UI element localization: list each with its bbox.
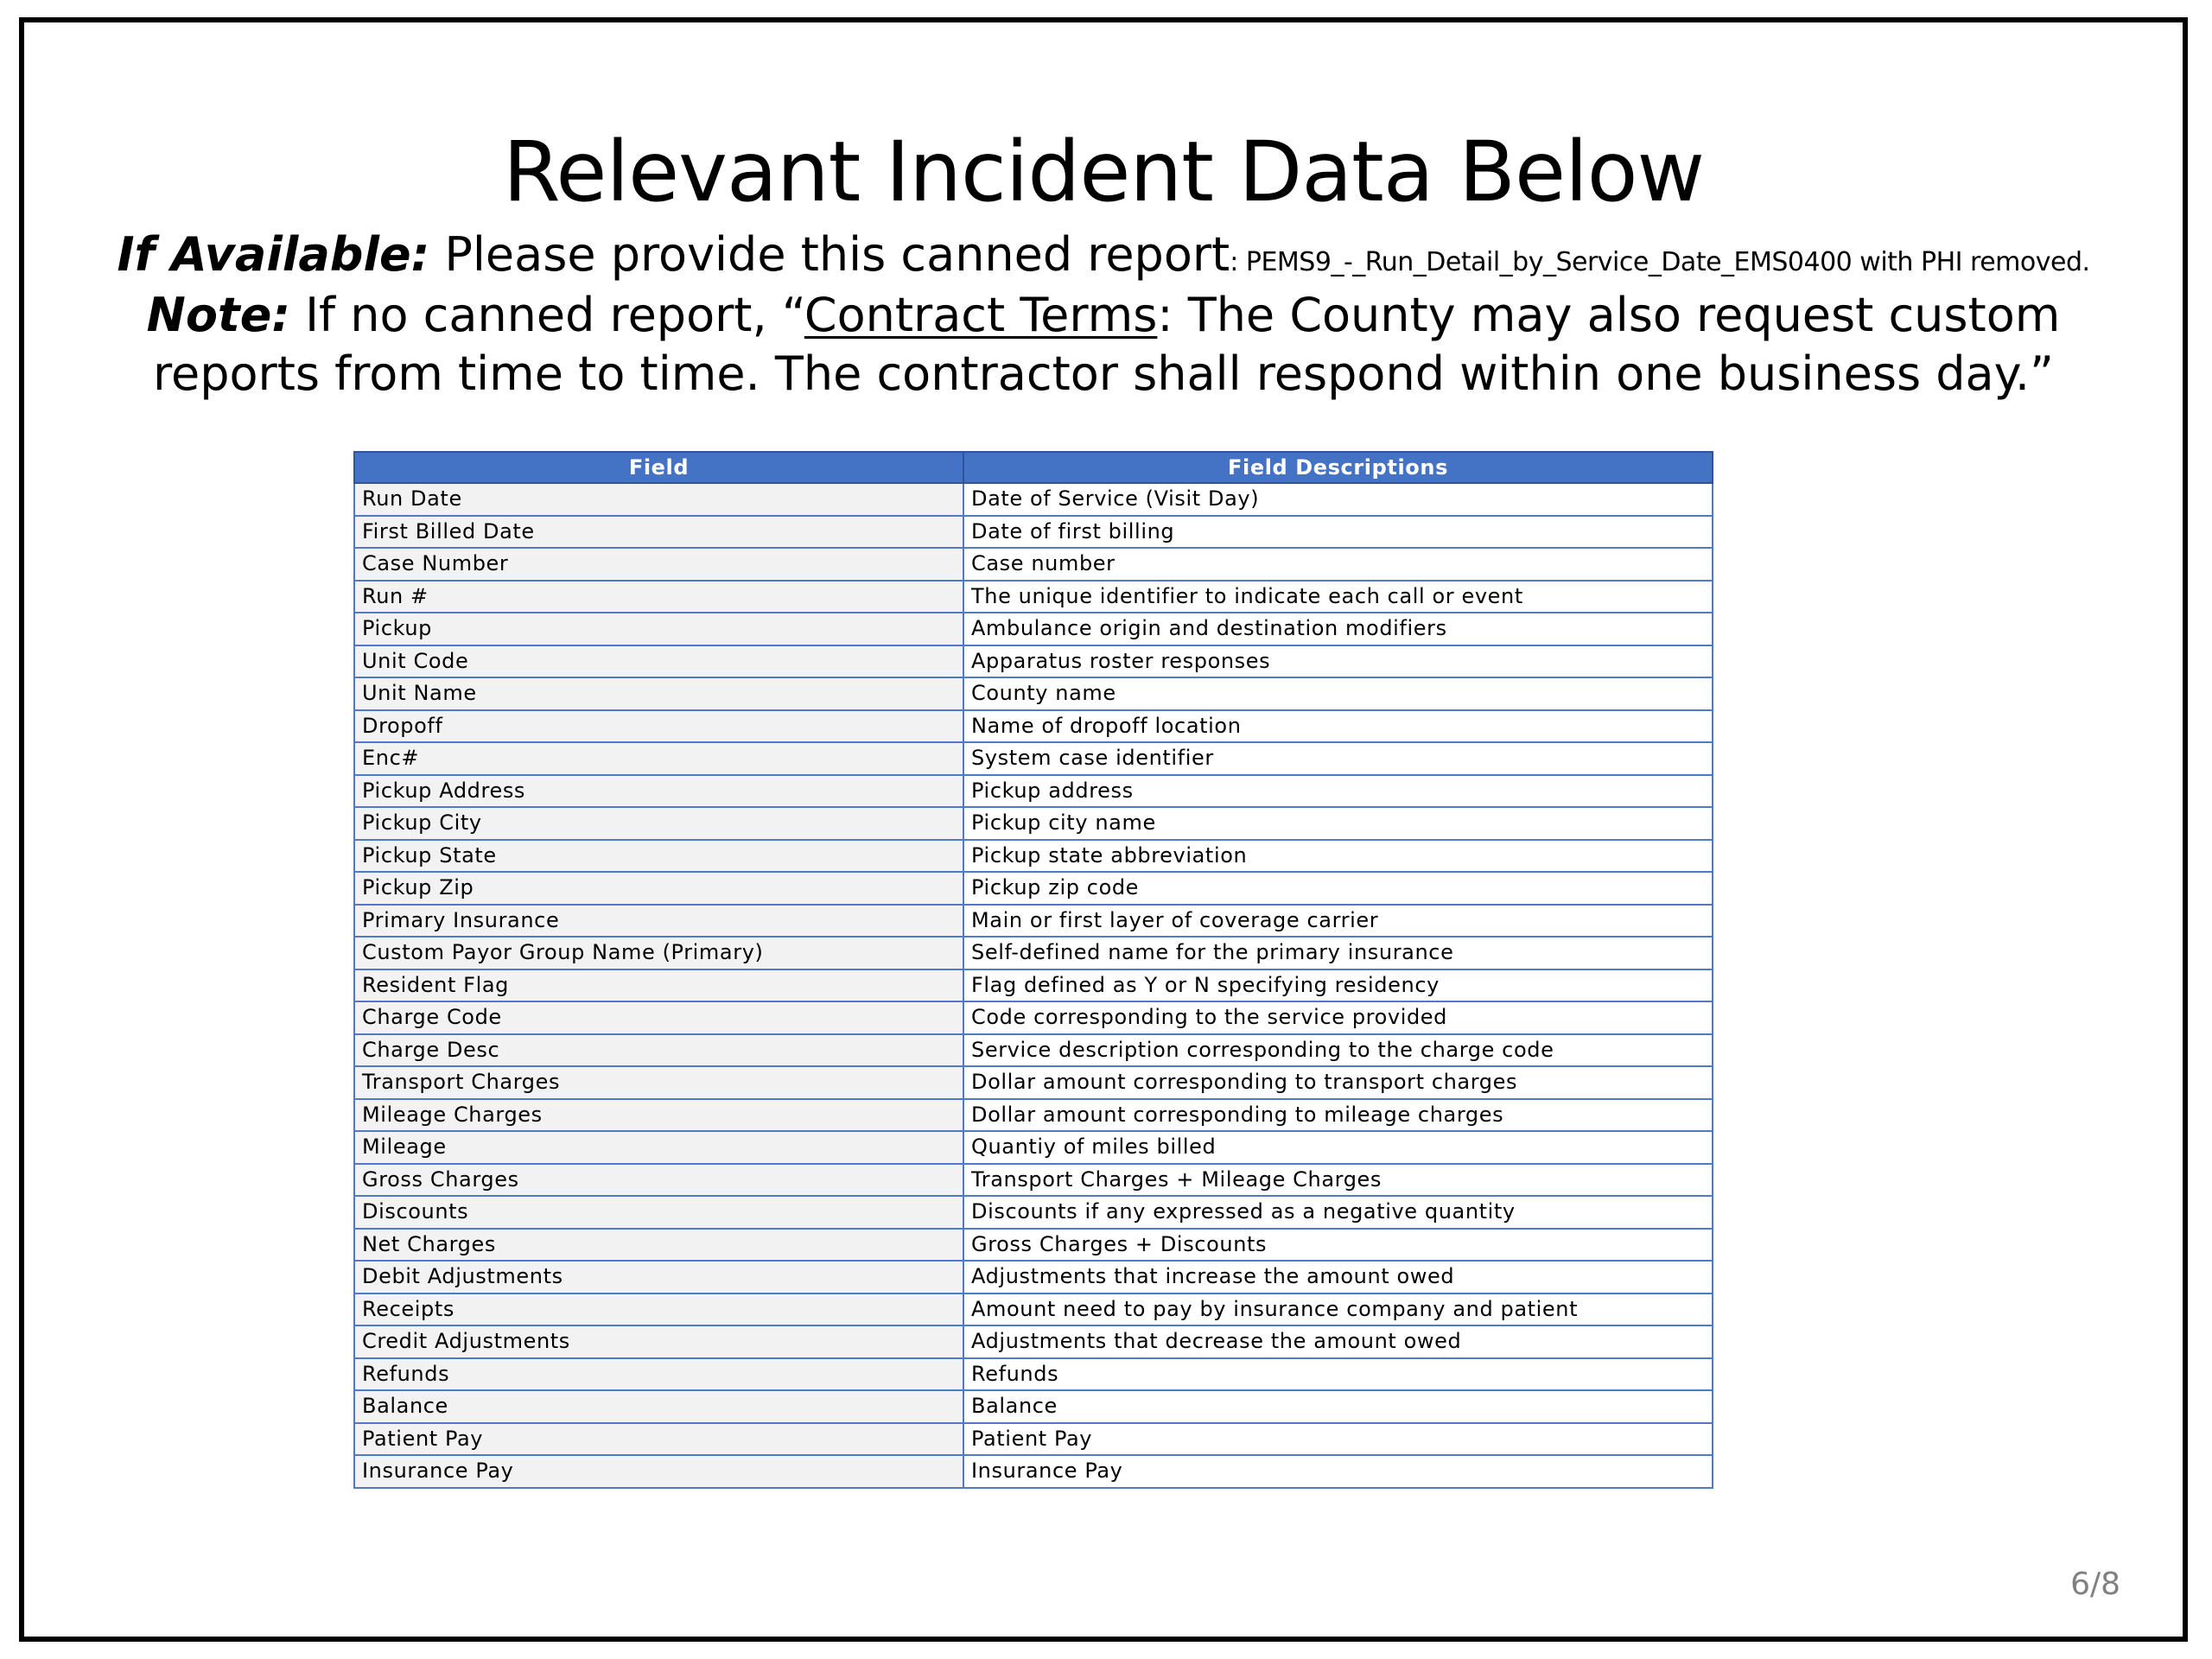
field-cell: Insurance Pay xyxy=(354,1455,963,1488)
description-cell: Refunds xyxy=(963,1358,1713,1391)
field-cell: Enc# xyxy=(354,742,963,775)
field-cell: Pickup City xyxy=(354,807,963,840)
field-cell: Run Date xyxy=(354,483,963,516)
description-cell: Ambulance origin and destination modifiers xyxy=(963,613,1713,645)
table-row xyxy=(354,581,1713,613)
field-cell: Custom Payor Group Name (Primary) xyxy=(354,937,963,969)
note-line-continued: reports from time to time. The contractor shall respond within one business day.” xyxy=(152,346,2055,401)
header-field: Field xyxy=(354,452,963,483)
field-cell: Unit Code xyxy=(354,645,963,678)
field-cell: Case Number xyxy=(354,548,963,581)
table-row xyxy=(354,742,1713,775)
table-row xyxy=(354,1001,1713,1034)
field-cell: Refunds xyxy=(354,1358,963,1391)
field-cell: Credit Adjustments xyxy=(354,1325,963,1358)
field-cell: Discounts xyxy=(354,1196,963,1229)
table-row xyxy=(354,613,1713,645)
note-label: Note: xyxy=(146,288,290,342)
table-row xyxy=(354,1261,1713,1294)
description-cell: Case number xyxy=(963,548,1713,581)
table-row xyxy=(354,1294,1713,1326)
table-body xyxy=(354,483,1713,1488)
field-cell: Balance xyxy=(354,1390,963,1423)
table-row xyxy=(354,483,1713,516)
table-row xyxy=(354,645,1713,678)
description-cell: Adjustments that increase the amount owed xyxy=(963,1261,1713,1294)
table-row xyxy=(354,1196,1713,1229)
field-cell: Run # xyxy=(354,581,963,613)
field-cell: Pickup xyxy=(354,613,963,645)
if-available-label: If Available: xyxy=(117,227,430,282)
field-cell: Receipts xyxy=(354,1294,963,1326)
page-number: 6/8 xyxy=(2070,1567,2120,1602)
description-cell: Gross Charges + Discounts xyxy=(963,1229,1713,1262)
description-cell: Apparatus roster responses xyxy=(963,645,1713,678)
description-cell: Adjustments that decrease the amount owed xyxy=(963,1325,1713,1358)
description-cell: Amount need to pay by insurance company and patient xyxy=(963,1294,1713,1326)
field-cell: Transport Charges xyxy=(354,1066,963,1099)
field-cell: Charge Code xyxy=(354,1001,963,1034)
field-cell: Net Charges xyxy=(354,1229,963,1262)
description-cell: Date of Service (Visit Day) xyxy=(963,483,1713,516)
field-cell: Pickup Address xyxy=(354,775,963,808)
description-cell: Date of first billing xyxy=(963,516,1713,549)
table-row xyxy=(354,1423,1713,1456)
description-cell: Dollar amount corresponding to mileage charges xyxy=(963,1099,1713,1132)
table-row xyxy=(354,1066,1713,1099)
description-cell: Discounts if any expressed as a negative quantity xyxy=(963,1196,1713,1229)
description-cell: Quantiy of miles billed xyxy=(963,1131,1713,1164)
description-cell: Service description corresponding to the charge code xyxy=(963,1034,1713,1067)
table-row xyxy=(354,1229,1713,1262)
field-cell: First Billed Date xyxy=(354,516,963,549)
description-cell: The unique identifier to indicate each call or event xyxy=(963,581,1713,613)
table-row xyxy=(354,1164,1713,1197)
slide-title: Relevant Incident Data Below xyxy=(502,124,1704,220)
description-cell: Pickup zip code xyxy=(963,872,1713,905)
field-cell: Primary Insurance xyxy=(354,905,963,938)
note-text-before: If no canned report, “ xyxy=(289,288,804,342)
field-cell: Dropoff xyxy=(354,710,963,743)
availability-text: Please provide this canned report xyxy=(429,227,1230,282)
description-cell: Dollar amount corresponding to transport charges xyxy=(963,1066,1713,1099)
table-row xyxy=(354,710,1713,743)
description-cell: County name xyxy=(963,677,1713,710)
field-cell: Resident Flag xyxy=(354,969,963,1002)
description-cell: Pickup city name xyxy=(963,807,1713,840)
description-cell: Insurance Pay xyxy=(963,1455,1713,1488)
table-row xyxy=(354,969,1713,1002)
description-cell: Name of dropoff location xyxy=(963,710,1713,743)
table-row xyxy=(354,1131,1713,1164)
availability-line xyxy=(24,226,2183,291)
field-cell: Charge Desc xyxy=(354,1034,963,1067)
table-row xyxy=(354,1325,1713,1358)
field-cell: Debit Adjustments xyxy=(354,1261,963,1294)
description-cell: Main or first layer of coverage carrier xyxy=(963,905,1713,938)
note-line xyxy=(24,287,2183,344)
description-cell: Pickup state abbreviation xyxy=(963,840,1713,873)
table-row xyxy=(354,516,1713,549)
description-cell: System case identifier xyxy=(963,742,1713,775)
table-row xyxy=(354,1358,1713,1391)
description-cell: Self-defined name for the primary insurance xyxy=(963,937,1713,969)
report-name: : PEMS9_-_Run_Detail_by_Service_Date_EMS0400 with PHI removed. xyxy=(1230,247,2090,277)
field-cell: Gross Charges xyxy=(354,1164,963,1197)
description-cell: Patient Pay xyxy=(963,1423,1713,1456)
table-row xyxy=(354,1455,1713,1488)
table-row xyxy=(354,775,1713,808)
table-row xyxy=(354,1034,1713,1067)
description-cell: Flag defined as Y or N specifying residency xyxy=(963,969,1713,1002)
note-text-after: : The County may also request custom xyxy=(1157,288,2061,342)
table-row xyxy=(354,840,1713,873)
field-table xyxy=(353,451,1713,1489)
table-row xyxy=(354,548,1713,581)
description-cell: Code corresponding to the service provided xyxy=(963,1001,1713,1034)
field-cell: Mileage xyxy=(354,1131,963,1164)
contract-terms-text: Contract Terms xyxy=(804,288,1158,342)
table-row xyxy=(354,1099,1713,1132)
table-row xyxy=(354,677,1713,710)
field-table-container xyxy=(353,451,1712,1489)
table-row xyxy=(354,937,1713,969)
table-row xyxy=(354,807,1713,840)
field-cell: Mileage Charges xyxy=(354,1099,963,1132)
field-cell: Pickup Zip xyxy=(354,872,963,905)
table-header-row xyxy=(354,452,1713,483)
field-cell: Patient Pay xyxy=(354,1423,963,1456)
description-cell: Pickup address xyxy=(963,775,1713,808)
header-field-descriptions: Field Descriptions xyxy=(963,452,1713,483)
table-row xyxy=(354,905,1713,938)
description-cell: Transport Charges + Mileage Charges xyxy=(963,1164,1713,1197)
slide xyxy=(19,17,2188,1642)
table-row xyxy=(354,1390,1713,1423)
field-cell: Pickup State xyxy=(354,840,963,873)
description-cell: Balance xyxy=(963,1390,1713,1423)
table-row xyxy=(354,872,1713,905)
field-cell: Unit Name xyxy=(354,677,963,710)
